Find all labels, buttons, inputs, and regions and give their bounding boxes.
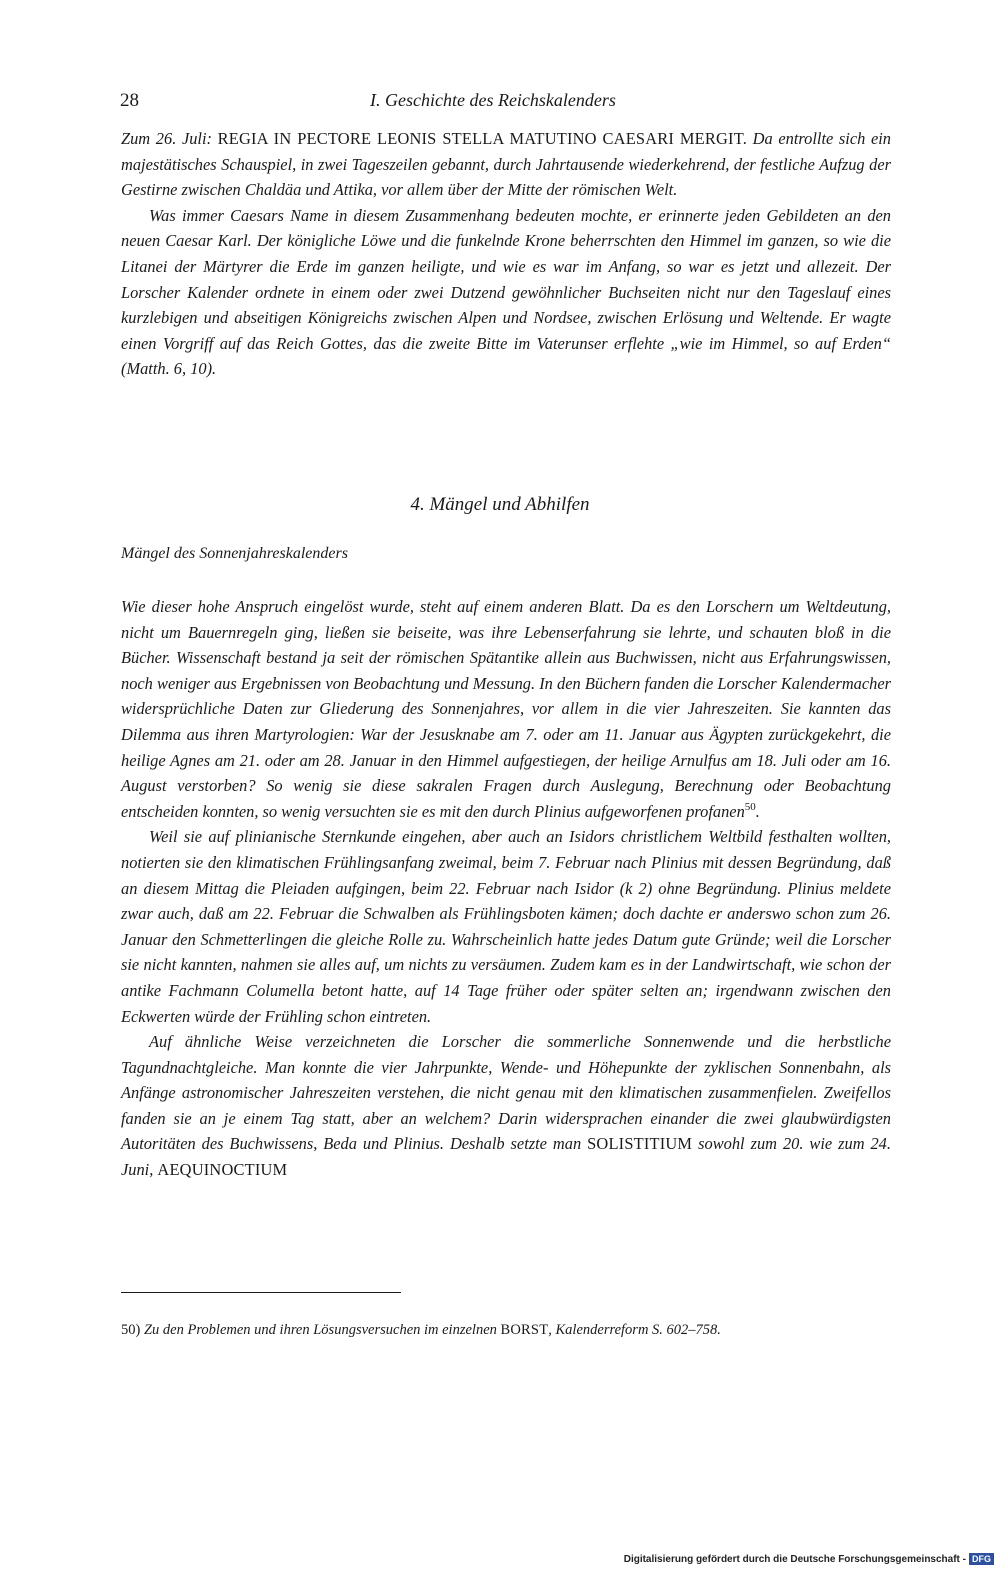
section-heading: 4. Mängel und Abhilfen xyxy=(410,494,590,515)
paragraph-text: Da entrollte sich ein majestätisches Schauspiel, in zwei Tageszeilen gebannt, durch Jahrtausende wiederkehrend, der festliche Aufzug der Gestirne zwischen Chaldäa und Attika, vor allem über der Mitte der römischen Welt. xyxy=(121,129,892,200)
paragraph-text: . xyxy=(755,801,760,821)
text-block-2 xyxy=(121,594,891,1183)
funding-banner xyxy=(624,1553,994,1565)
dfg-logo: DFG xyxy=(969,1553,994,1565)
footnote-divider xyxy=(121,1292,401,1293)
footnote xyxy=(121,1322,891,1339)
paragraph xyxy=(121,1029,891,1183)
subheading: Mängel des Sonnenjahreskalenders xyxy=(121,545,348,562)
funding-text: Digitalisierung gefördert durch die Deutsche Forschungsgemeinschaft - xyxy=(623,1553,966,1565)
footnote-reference[interactable]: 50 xyxy=(744,800,756,813)
footnote-text: Zu den Problemen und ihren Lösungsversuchen im einzelnen xyxy=(140,1322,501,1338)
paragraph-text: sowohl zum 20. wie zum 24. Juni, xyxy=(121,1134,891,1180)
page-number: 28 xyxy=(120,90,139,111)
paragraph-text: Wie dieser hohe Anspruch eingelöst wurde, steht auf einem anderen Blatt. Da es den Lorschern um Weltdeutung, nicht um Bauernregeln ging, ließen sie beiseite, was ihre Lebenserfahrung sie lehrte, und schauten bloß in die Bücher. Wissenschaft bestand ja seit der römischen Spätantike allein aus Buchwissen, nicht aus Erfahrungswissen, noch weniger aus Ergebnissen von Beobachtung und Messung. In den Büchern fanden die Lorscher Kalendermacher widersprüchliche Daten zur Gliederung des Sonnenjahres, vor allem in die vier Jahreszeiten. Sie kannten das Dilemma aus ihren Martyrologien: War der Jesusknabe am 7. oder am 11. Januar aus Ägypten zurückgekehrt, die heilige Agnes am 21. oder am 28. Januar in den Himmel aufgestiegen, der heilige Arnulfus am 18. Juli oder am 16. August verstorben? So wenig sie diese sakralen Fragen durch Auslegung, Berechnung oder Beobachtung entscheiden konnten, so wenig versuchten sie es mit den durch Plinius aufgeworfenen profanen xyxy=(121,597,891,821)
latin-term: SOLISTITIUM xyxy=(587,1134,693,1154)
paragraph xyxy=(121,126,891,203)
footnote-marker: 50) xyxy=(121,1322,141,1338)
paragraph xyxy=(121,594,891,824)
running-title: I. Geschichte des Reichskalenders xyxy=(370,90,616,110)
footnote-text: , Kalenderreform S. 602–758. xyxy=(548,1322,721,1338)
footnote-author: BORST xyxy=(500,1322,549,1338)
paragraph-lead: Zum 26. Juli: xyxy=(121,129,218,148)
latin-quote: REGIA IN PECTORE LEONIS STELLA MATUTINO CAESARI MERGIT. xyxy=(217,129,748,148)
paragraph: Weil sie auf plinianische Sternkunde eingehen, aber auch an Isidors christlichem Weltbild festhalten wollten, notierten sie den klimatischen Frühlingsanfang zweimal, beim 7. Februar nach Plinius mit dessen Begründung, daß an diesem Mittag die Pleiaden aufgingen, beim 22. Februar nach Isidor (k 2) ohne Begründung. Plinius meldete zwar auch, daß am 22. Februar die Schwalben als Frühlingsboten kämen; doch dachte er anderswo schon zum 26. Januar den Schmetterlingen die gleiche Rolle zu. Wahrscheinlich hatte jedes Datum gute Gründe; weil die Lorscher sie nicht kannten, nahmen sie alles auf, um nichts zu versäumen. Zudem kam es in der Landwirtschaft, wie schon der antike Fachmann Columella betont hatte, auf 14 Tage früher oder später selten an; irgendwann zwischen den Eckwerten würde der Frühling schon eintreten. xyxy=(121,827,891,1026)
latin-term: AEQUINOCTIUM xyxy=(157,1160,288,1180)
text-block-1 xyxy=(121,126,891,382)
paragraph: Was immer Caesars Name in diesem Zusammenhang bedeuten mochte, er erinnerte jeden Gebildeten an den neuen Caesar Karl. Der königliche Löwe und die funkelnde Krone beherrschten den Himmel im ganzen, so wie die Litanei der Märtyrer die Erde im ganzen heiligte, und wie es war im Anfang, so war es jetzt und allezeit. Der Lorscher Kalender ordnete in einem oder zwei Dutzend gewöhnlicher Buchseiten nicht nur den Tageslauf eines kurzlebigen und abseitigen Königreichs zwischen Alpen und Nordsee, zwischen Erlösung und Weltende. Er wagte einen Vorgriff auf das Reich Gottes, das die zweite Bitte im Vaterunser erflehte „wie im Himmel, so auf Erden“ (Matth. 6, 10). xyxy=(121,205,891,379)
paragraph-text: Auf ähnliche Weise verzeichneten die Lorscher die sommerliche Sonnenwende und die herbstliche Tagundnachtgleiche. Man konnte die vier Jahrpunkte, Wende- und Höhepunkte der zyklischen Sonnenbahn, als Anfänge astronomischer Jahreszeiten verstehen, die nicht genau mit den klimatischen zusammenfielen. Zweifellos fanden sie an je einem Tag statt, aber an welchem? Darin widersprachen einander die zwei glaubwürdigsten Autoritäten des Buchwissens, Beda und Plinius. Deshalb setzte man xyxy=(121,1032,891,1154)
